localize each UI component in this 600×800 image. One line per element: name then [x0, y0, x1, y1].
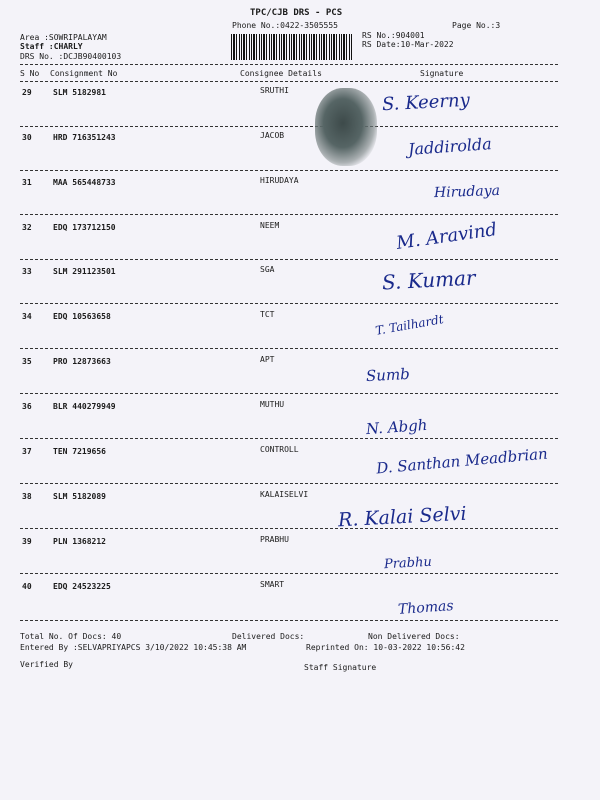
row-consignee: TCT: [260, 310, 275, 319]
table-row: [20, 396, 560, 440]
table-row: [20, 351, 560, 395]
table-row: [20, 531, 560, 575]
divider: [20, 259, 558, 260]
handwritten-signature: T. Tailhardt: [374, 312, 445, 338]
row-consignment: MAA 565448733: [53, 178, 116, 187]
row-sno: 40: [22, 582, 32, 591]
phone-number: Phone No.:0422-3505555: [232, 21, 338, 30]
table-row: [20, 576, 560, 620]
column-header-consignee: Consignee Details: [240, 69, 322, 78]
row-consignment: TEN 7219656: [53, 447, 106, 456]
entered-by: Entered By :SELVAPRIYAPCS 3/10/2022 10:45:38 AM: [20, 643, 247, 652]
handwritten-signature: N. Abgh: [365, 415, 428, 439]
handwritten-signature: Sumb: [365, 364, 411, 386]
document-title: TPC/CJB DRS - PCS: [250, 8, 343, 18]
handwritten-signature: Jaddirolda: [407, 134, 493, 159]
handwritten-signature: S. Kumar: [381, 265, 477, 295]
staff-field: Staff :CHARLY: [20, 42, 83, 51]
reprinted-on: Reprinted On: 10-03-2022 10:56:42: [306, 643, 465, 652]
row-sno: 34: [22, 312, 32, 321]
divider: [20, 620, 558, 621]
row-sno: 30: [22, 133, 32, 142]
row-sno: 31: [22, 178, 32, 187]
column-header-sno: S No: [20, 69, 40, 78]
divider: [20, 573, 558, 574]
table-row: [20, 486, 560, 530]
non-delivered-docs: Non Delivered Docs:: [368, 632, 460, 641]
row-consignee: SMART: [260, 580, 285, 589]
ink-stamp: [315, 88, 377, 166]
table-row: [20, 82, 560, 126]
column-header-consignment: Consignment No: [50, 69, 118, 78]
row-consignment: BLR 440279949: [53, 402, 116, 411]
row-sno: 29: [22, 88, 32, 97]
row-consignment: EDQ 24523225: [53, 582, 111, 591]
divider: [20, 64, 558, 65]
row-sno: 39: [22, 537, 32, 546]
row-consignee: KALAISELVI: [260, 490, 309, 499]
verified-by: Verified By: [20, 660, 73, 669]
handwritten-signature: Hirudaya: [433, 182, 501, 202]
row-consignment: PLN 1368212: [53, 537, 106, 546]
divider: [20, 170, 558, 171]
handwritten-signature: Prabhu: [383, 554, 433, 573]
row-sno: 37: [22, 447, 32, 456]
row-sno: 38: [22, 492, 32, 501]
divider: [20, 438, 558, 439]
divider: [20, 348, 558, 349]
row-consignment: HRD 716351243: [53, 133, 116, 142]
staff-signature: Staff Signature: [304, 663, 377, 672]
handwritten-signature: M. Aravind: [395, 219, 499, 254]
row-consignee: APT: [260, 355, 275, 364]
divider: [20, 528, 558, 529]
handwritten-signature: D. Santhan Meadbrian: [375, 444, 549, 478]
row-consignee: MUTHU: [260, 400, 285, 409]
total-docs: Total No. Of Docs: 40: [20, 632, 122, 641]
divider: [20, 393, 558, 394]
handwritten-signature: S. Keerny: [381, 89, 471, 116]
divider: [20, 303, 558, 304]
row-sno: 33: [22, 267, 32, 276]
row-sno: 36: [22, 402, 32, 411]
divider: [20, 483, 558, 484]
row-consignment: SLM 291123501: [53, 267, 116, 276]
table-row: [20, 261, 560, 305]
rs-number: RS No.:904001: [362, 31, 425, 40]
page-number: Page No.:3: [452, 21, 501, 30]
row-consignee: SRUTHI: [260, 86, 289, 95]
row-consignee: JACOB: [260, 131, 285, 140]
divider: [20, 214, 558, 215]
drs-number: DRS No. :DCJB90400103: [20, 52, 122, 61]
row-sno: 32: [22, 223, 32, 232]
row-consignee: HIRUDAYA: [260, 176, 299, 185]
row-consignee: CONTROLL: [260, 445, 299, 454]
column-header-signature: Signature: [420, 69, 464, 78]
handwritten-signature: R. Kalai Selvi: [337, 502, 468, 532]
row-consignment: SLM 5182981: [53, 88, 106, 97]
barcode: [231, 34, 353, 60]
row-consignment: PRO 12873663: [53, 357, 111, 366]
row-consignment: SLM 5182089: [53, 492, 106, 501]
row-consignment: EDQ 173712150: [53, 223, 116, 232]
row-consignee: SGA: [260, 265, 275, 274]
handwritten-signature: Thomas: [397, 598, 455, 618]
area-field: Area :SOWRIPALAYAM: [20, 33, 107, 42]
delivered-docs: Delivered Docs:: [232, 632, 305, 641]
rs-date: RS Date:10-Mar-2022: [362, 40, 454, 49]
row-consignment: EDQ 10563658: [53, 312, 111, 321]
row-consignee: NEEM: [260, 221, 280, 230]
row-sno: 35: [22, 357, 32, 366]
table-row: [20, 306, 560, 350]
row-consignee: PRABHU: [260, 535, 289, 544]
